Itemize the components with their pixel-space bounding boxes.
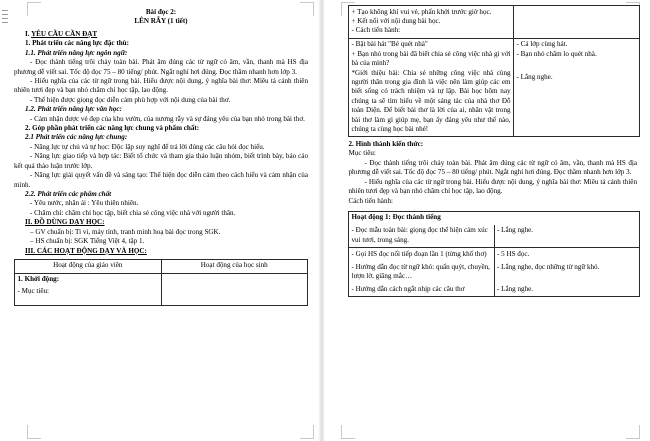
cell-khoi-dong-hs	[161, 273, 308, 306]
bullet-gv-chuan-bi: – GV chuẩn bị: Ti vi, máy tính, tranh minh hoạ bài đọc trong SGK.	[30, 227, 221, 236]
table-row	[15, 273, 308, 306]
table-row	[349, 38, 640, 137]
heading-1-phat-trien-nang-luc: 1. Phát triển các năng lực đặc thù:	[25, 39, 129, 48]
heading-22-pham-chat: 2.2. Phát triển các phẩm chất	[25, 190, 112, 199]
cell-bat-bai-hat: - Bật bài hát "Bé quét nhà"	[351, 40, 428, 49]
doc-title-line2: LÊN RẪY (1 tiết)	[134, 17, 188, 26]
cell-cach-tien-hanh: - Cách tiến hành:	[351, 26, 401, 35]
cell-hoat-dong-1-heading	[349, 211, 640, 224]
table-row-section-heading	[349, 137, 640, 208]
heading-hinh-thanh-kien-thuc: 2. Hình thành kiến thức:	[348, 139, 424, 148]
cell-khoi-dong-title: 1. Khởi động:	[17, 275, 60, 284]
cell-gv-hoat-dong-khoi-dong	[349, 38, 514, 137]
bullet-1-2-a: - Cảm nhận được vẻ đẹp của khu vườn, của nương rẫy và sự đáng yêu của bạn nhỏ trong bài thơ.	[30, 114, 305, 123]
table-row	[349, 6, 640, 39]
heading-12-van-hoc: 1.2. Phát triển năng lực văn học:	[25, 105, 122, 114]
activity-table-left	[14, 259, 308, 306]
page-gap-divider	[318, 0, 325, 441]
heading-2-gop-phan: 2. Góp phần phát triển các năng lực chung và phẩm chất:	[25, 124, 200, 133]
bullet-1-1-c: - Thể hiện được giọng đọc diễn cảm phù hợp với nội dung của bài thơ.	[30, 95, 231, 104]
crop-mark-bottom-left	[27, 425, 41, 439]
cell-ca-lop-cung-hat: - Cả lớp cùng hát.	[516, 40, 568, 49]
table-row	[349, 248, 640, 261]
bullet-2-1-a: - Năng lực tự chủ và tự học: Độc lập suy nghĩ để trả lời đúng các câu hỏi đọc hiểu.	[30, 142, 265, 151]
page-left-content	[14, 8, 308, 306]
heading-do-dung-day-hoc	[14, 218, 308, 227]
cell-khoi-dong-muctieu: - Mục tiêu:	[17, 286, 50, 295]
crop-mark-bottom-right	[300, 425, 314, 439]
heading-cac-hoat-dong	[14, 247, 308, 256]
bullet-ht-b: - Hiểu nghĩa của các từ ngữ trong bài. Hiểu được nội dung, ý nghĩa bài thơ: Miêu tả cảnh thiên nhiên tươi đẹp và bạn nhỏ chăm chỉ học tập, lao động.	[348, 177, 637, 196]
label-muc-tieu: Mục tiêu:	[348, 149, 376, 158]
cell-hinh-thanh-kien-thuc	[349, 137, 640, 208]
cell-doc-mau: - Đọc mẫu toàn bài: giọng đọc thể hiện cảm xúc vui tươi, trong sáng.	[349, 225, 495, 248]
heading-yeu-cau-can-dat: I. YÊU CẦU CẦN ĐẠT	[25, 29, 98, 38]
cell-gioi-thieu-bai: *Giới thiệu bài: Chia sẻ những công việc nhà cùng người thân trong gia đình là việc nên làm giúp các em biết sống có trách nhiệm và tự lập. Bài học hôm nay chúng ta sẽ tìm hiểu về một sáng tác của nhà thơ Đỗ toàn Diện. Để biết bài thơ là lời của ai, nhân vật trong bài thơ làm gì giúp mẹ, bạn ấy đáng yêu như thế nào, chúng ta cùng học bài nhé!	[351, 68, 511, 134]
table-row	[349, 261, 640, 283]
crop-mark-bottom-left	[341, 425, 355, 439]
page-right	[325, 0, 650, 441]
table-row	[349, 283, 640, 296]
activity-table-right-continued	[348, 5, 640, 208]
cell-ban-nho-quet-nha: - Bạn nhỏ chăm lo quét nhà.	[516, 49, 597, 58]
bullet-2-1-c: - Năng lực giải quyết vấn đề và sáng tạo: Thể hiện đọc diễn cảm theo cách hiểu và cảm nhận của mình.	[14, 171, 308, 189]
cell-lang-nghe-doc-tu-kho: - Lắng nghe, đọc những từ ngữ khó.	[494, 261, 640, 283]
cell-hs-hoat-dong-khoi-dong	[514, 38, 640, 137]
cell-ket-noi: + Kết nối với nội dung bài học.	[351, 16, 441, 25]
page-right-content	[348, 2, 640, 297]
heading-11-ngon-ngu: 1.1. Phát triển năng lực ngôn ngữ:	[25, 48, 128, 57]
bullet-1-1-a: - Đọc thành tiếng trôi chảy toàn bài. Phát âm đúng các từ ngữ có âm, vần, thanh mà HS địa phương dễ viết sai. Tốc độ đọc 75 – 80 tiếng/ phút. Ngắt nghỉ hơi đúng. Đọc thầm nhanh hơn lớp 3.	[14, 58, 308, 76]
cell-huong-dan-ngat-nhip: - Hướng dẫn cách ngắt nhịp các câu thơ	[349, 283, 495, 296]
cell-lang-nghe-1: - Lắng nghe.	[516, 73, 553, 82]
heading-do-dung-day-hoc-text: II. ĐỒ DÙNG DẠY HỌC:	[25, 218, 105, 227]
cell-huong-dan-tu-kho: - Hướng dẫn đọc từ ngữ khó: quấn quýt, chuyền, lượn lờ, giăng mắc…	[349, 261, 495, 283]
cell-tao-khong-khi: + Tạo không khí vui vẻ, phấn khởi trước giờ học.	[351, 7, 492, 16]
bullet-2-2-a: - Yêu nước, nhân ái : Yêu thiên nhiên.	[30, 199, 139, 208]
cell-lang-nghe-3: - Lắng nghe.	[494, 283, 640, 296]
crop-mark-bottom-right	[626, 425, 640, 439]
bullet-1-1-b: - Hiểu nghĩa của các từ ngữ trong bài. Hiểu được nội dung, ý nghĩa bài thơ: Miêu tả cảnh thiên nhiên tươi đẹp và bạn nhỏ chăm chỉ học tập, lao động.	[14, 76, 308, 95]
heading-21-nang-luc-chung: 2.1 Phát triển các năng lực chung:	[25, 133, 128, 142]
col-header-hoc-sinh: Hoạt động của học sinh	[161, 259, 308, 273]
bullet-hs-chuan-bi: – HS chuẩn bị: SGK Tiếng Việt 4, tập 1.	[30, 237, 145, 246]
table-header-row	[15, 259, 308, 273]
margin-change-ticks	[2, 10, 8, 26]
page-left	[0, 0, 318, 441]
cell-khoi-dong-cont-hs	[514, 6, 640, 39]
heading-cac-hoat-dong-text: III. CÁC HOẠT ĐỘNG DẠY VÀ HỌC:	[25, 246, 147, 255]
doc-title-line1: Bài đọc 2:	[145, 8, 177, 16]
cell-lang-nghe-2: - Lắng nghe.	[494, 225, 640, 248]
bullet-2-2-b: - Chăm chỉ: chăm chỉ học tập, biết chia sẻ công việc nhà với người thân.	[30, 208, 236, 217]
bullet-ht-a: - Đọc thành tiếng trôi chảy toàn bài. Phát âm đúng các từ ngữ có âm, vần, thanh mà HS địa phương dễ viết sai. Tốc độ đọc 75 – 80 tiếng/ phút. Ngắt nghỉ hơi đúng. Đọc thầm nhanh hơn lớp 3.	[348, 158, 637, 177]
cell-khoi-dong	[15, 273, 162, 306]
table-row	[349, 211, 640, 224]
table-row	[349, 225, 640, 248]
col-header-giao-vien: Hoạt động của giáo viên	[15, 259, 162, 273]
label-cach-tien-hanh: Cách tiến hành:	[348, 196, 394, 205]
cell-goi-hs-doc: - Gọi HS đọc nối tiếp đoạn lần 1 (từng khổ thơ)	[349, 248, 495, 261]
cell-cau-hoi-ban-nho: + Bạn nhỏ trong bài đã biết chia sẻ công việc nhà gì với bà của mình?	[351, 49, 511, 68]
heading-hoat-dong-1: Hoạt động 1: Đọc thành tiếng	[351, 213, 441, 222]
activity-table-hoat-dong-1	[348, 211, 640, 297]
bullet-2-1-b: - Năng lực giao tiếp và hợp tác: Biết tổ chức và tham gia thảo luận nhóm, biết trình bày, báo cáo kết quả thảo luận trước lớp.	[14, 152, 308, 170]
cell-khoi-dong-cont	[349, 6, 514, 39]
cell-5-hs-doc: - 5 HS đọc.	[494, 248, 640, 261]
